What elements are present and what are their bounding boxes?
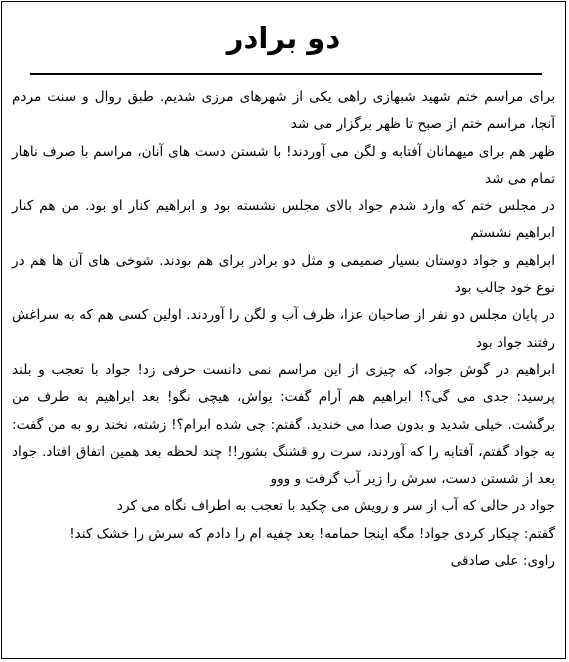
paragraph: ابراهیم در گوش جواد، که چیزی از این مراسم نمی دانست حرفی زد! جواد با تعجب و بلند پرسید: جدی می گی؟! ابراهیم هم آرام گفت: یواش، هیچی نگو! بعد ابراهیم به طرف من برگشت. خیلی شدید و بدون صدا می خندید. گفتم: چی شده ابرام؟! زشته، نخند رو به من گفت: به جواد گفتم، آفتابه را که آوردند، سرت رو قشنگ بشور!! چند لحظه بعد همین اتفاق افتاد. جواد بعد از شستن دست، سرش را زیر آب گرفت و ووو [12,361,555,488]
narrator-line: راوی: علی صادقی [450,553,555,570]
document-body [12,84,555,575]
paragraph: برای مراسم ختم شهید شبهازی راهی یکی از شهرهای مرزی شدیم. طبق روال و سنت مردم آنجا، مراسم ختم از صبح تا ظهر برگزار می شد [12,89,555,133]
paragraph: ابراهیم و جواد دوستان بسیار صمیمی و مثل دو برادر برای هم بودند. شوخی های آن ها هم در نوع خود جالب بود [12,252,555,297]
title-divider [30,73,542,75]
document-frame [1,1,566,659]
document-title: دو برادر [226,21,341,55]
paragraph: در مجلس ختم که وارد شدم جواد بالای مجلس نشسته بود و ابراهیم کنار او بود. من هم کنار ابراهیم نشستم [12,198,555,242]
paragraph: جواد در حالی که آب از سر و رویش می چکید با تعجب به اطراف نگاه می کرد [116,498,555,515]
paragraph: گفتم: چیکار کردی جواد! مگه اینجا حمامه! بعد چفیه ام را دادم که سرش را خشک کند! [69,525,555,542]
paragraph: در پایان مجلس دو نفر از صاحبان عزا، ظرف آب و لگن را آوردند. اولین کسی هم که به سراغش رفتند جواد بود [12,307,555,351]
paragraph: ظهر هم برای میهمانان آفتابه و لگن می آوردند! با شستن دست های آنان، مراسم با صرف ناهار تمام می شد [12,143,555,187]
